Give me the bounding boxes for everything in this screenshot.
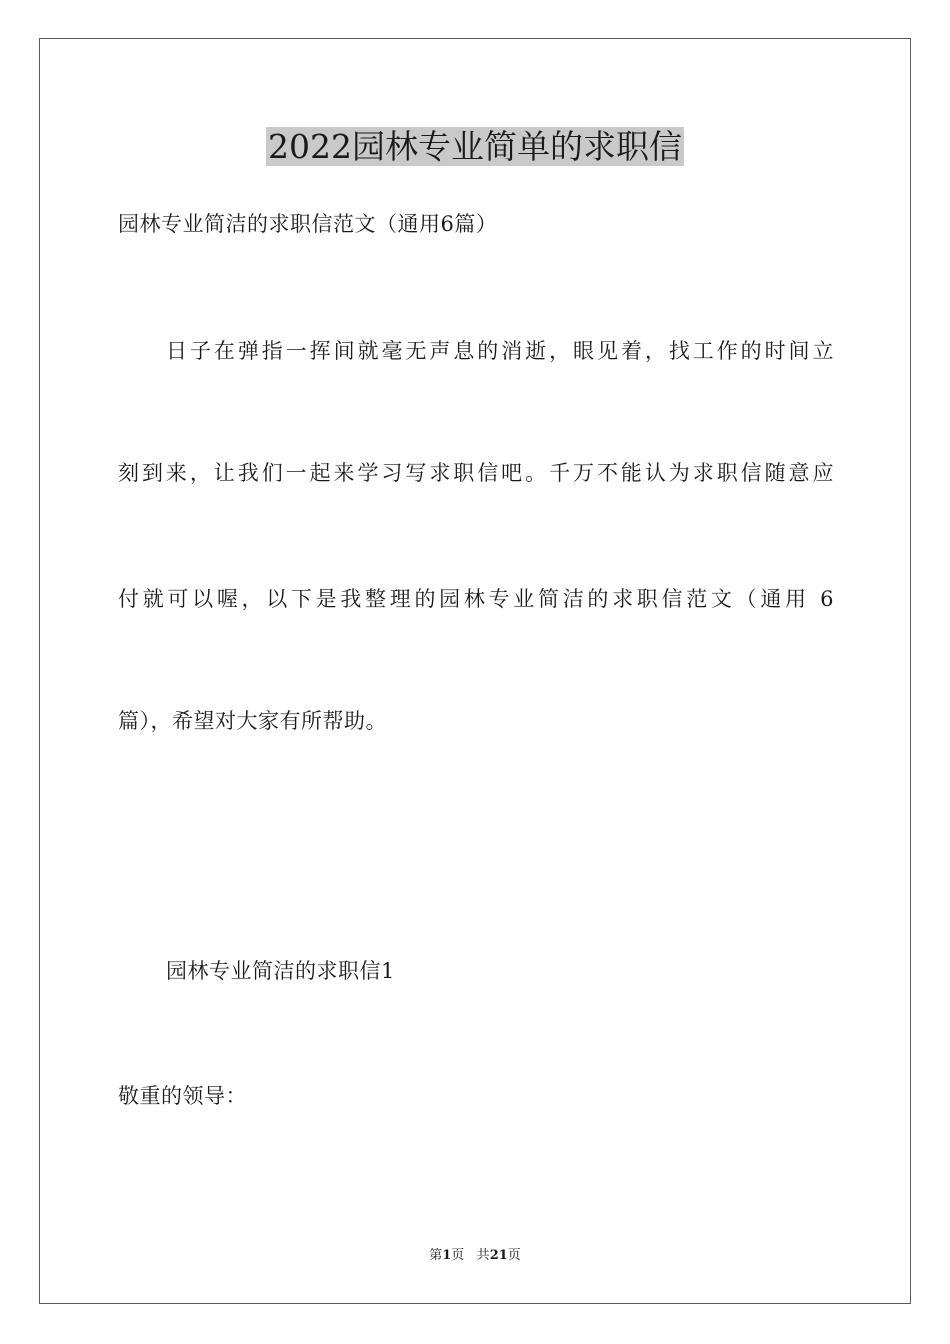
intro-line-1: 日子在弹指一挥间就毫无声息的消逝，眼见着，找工作的时间立 bbox=[166, 339, 834, 363]
intro-line-3: 付就可以喔，以下是我整理的园林专业简洁的求职信范文（通用 6 bbox=[118, 587, 834, 611]
title-text: 2022园林专业简单的求职信 bbox=[268, 127, 682, 166]
document-title bbox=[0, 125, 950, 169]
intro-line-4: 篇），希望对大家有所帮助。 bbox=[118, 709, 387, 733]
footer-total-suffix: 页 bbox=[507, 1248, 521, 1263]
salutation: 敬重的领导： bbox=[118, 1084, 247, 1108]
page-footer bbox=[0, 1247, 950, 1265]
footer-page-suffix: 页 bbox=[451, 1248, 465, 1263]
section-heading: 园林专业简洁的求职信1 bbox=[166, 959, 395, 983]
footer-page-number: 1 bbox=[442, 1248, 452, 1263]
document-subtitle: 园林专业简洁的求职信范文（通用6篇） bbox=[118, 212, 498, 236]
footer-page-prefix: 第 bbox=[429, 1248, 443, 1263]
footer-total-prefix: 共 bbox=[476, 1248, 490, 1263]
footer-total-pages: 21 bbox=[489, 1248, 508, 1263]
intro-line-2: 刻到来，让我们一起来学习写求职信吧。千万不能认为求职信随意应 bbox=[118, 461, 834, 485]
